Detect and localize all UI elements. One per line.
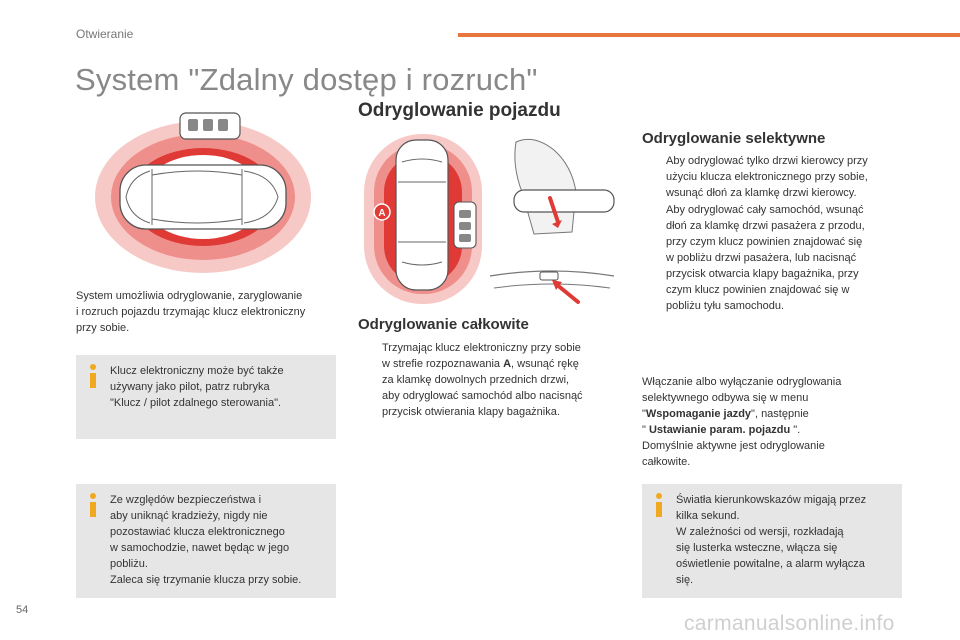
settings-text-2: ", następnie " <box>642 408 809 436</box>
selective-unlock-bullet-1 <box>642 153 912 201</box>
hand-door-handle-illustration <box>494 132 618 258</box>
info-icon <box>86 492 100 518</box>
zone-a-ref: A <box>503 358 512 370</box>
selective-unlock-title: Odryglowanie selektywne <box>642 130 826 147</box>
info-box-indicators <box>642 484 902 598</box>
page-title: System "Zdalny dostęp i rozruch" <box>75 62 538 97</box>
info-text: Klucz elektroniczny może być także używany jako pilot, patrz rubryka "Klucz / pilot zdalnego sterowania". <box>110 365 284 409</box>
info-text: Światła kierunkowskazów migają przez kilka sekund. W zależności od wersji, rozkładają się lusterka wsteczne, włącza się oświetlenie powitalne, a alarm wyłącza się. <box>676 494 867 586</box>
header-accent-bar <box>458 33 960 37</box>
full-unlock-title: Odryglowanie całkowite <box>358 316 529 333</box>
section-title: Odryglowanie pojazdu <box>358 100 561 121</box>
tailgate-button-illustration <box>484 262 620 308</box>
selective-unlock-bullet-2 <box>642 202 912 314</box>
menu-driving-assist: Wspomaganie jazdy <box>645 408 752 420</box>
selective-settings-text <box>642 374 912 470</box>
info-box-security <box>76 484 336 598</box>
full-unlock-text-a: Trzymając klucz elektroniczny przy sobie w strefie rozpoznawania <box>382 342 581 370</box>
info-icon <box>652 492 666 518</box>
page-number: 54 <box>16 604 29 616</box>
zone-a-label: A <box>378 208 386 219</box>
settings-text-1: Włączanie albo wyłączanie odryglowania selektywnego odbywa się w menu " <box>642 376 842 420</box>
intro-text: System umożliwia odryglowanie, zaryglowanie i rozruch pojazdu trzymając klucz elektroniczny przy sobie. <box>76 290 306 334</box>
info-box-key-remote <box>76 355 336 439</box>
info-text: Ze względów bezpieczeństwa i aby uniknąć kradzieży, nigdy nie pozostawiać klucza elektronicznego w samochodzie, nawet będąc w jego pobliżu. Zaleca się trzymanie klucza przy sobie. <box>110 494 302 586</box>
section-header: Otwieranie <box>76 27 134 41</box>
selective-unlock-text-2: Aby odryglować cały samochód, wsunąć dłoń za klamkę drzwi pasażera z przodu, przy czym klucz powinien znajdować się w pobliżu drzwi pasażera, lub nacisnąć przycisk otwarcia klapy bagażnika, przy czym klucz powinien znajdować się w pobliżu tyłu samochodu. <box>666 204 865 312</box>
selective-unlock-text-1: Aby odryglować tylko drzwi kierowcy przy użyciu klucza elektronicznego przy sobie, wsunąć dłoń za klamkę drzwi kierowcy. <box>666 155 868 199</box>
watermark: carmanualsonline.info <box>684 612 895 635</box>
menu-vehicle-params: Ustawianie param. pojazdu <box>648 424 791 436</box>
car-zone-illustration <box>92 105 314 275</box>
full-unlock-text-b: , wsunąć rękę za klamkę dowolnych przednich drzwi, aby odryglować samochód albo nacisnąć przycisk otwierania klapy bagażnika. <box>382 358 583 418</box>
info-icon <box>86 363 100 389</box>
settings-text-3: ". Domyślnie aktywne jest odryglowanie całkowite. <box>642 424 825 468</box>
full-unlock-bullet <box>358 340 628 420</box>
car-zone-a-illustration <box>362 132 486 308</box>
